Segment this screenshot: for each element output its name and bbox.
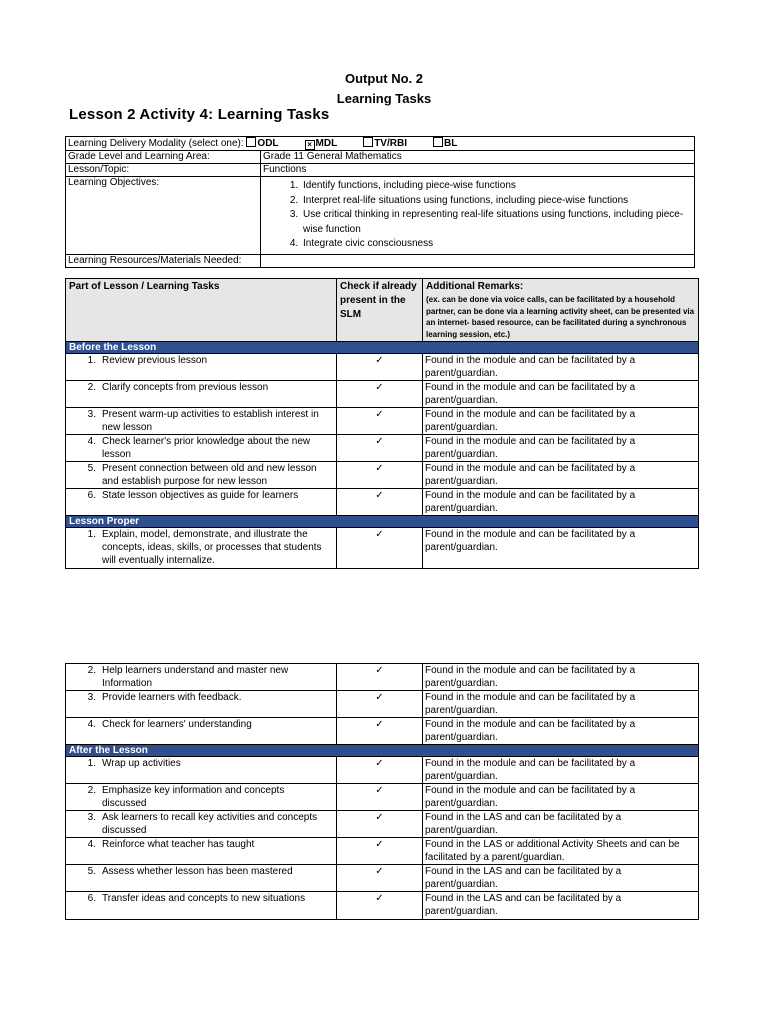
task-row	[66, 462, 699, 489]
task-cell	[66, 435, 337, 462]
task-row	[66, 489, 699, 516]
modality-option-mdl[interactable]: × MDL	[305, 138, 338, 149]
task-row	[66, 664, 699, 691]
section-row-before	[66, 342, 699, 354]
task-cell	[66, 865, 337, 892]
task-text: Review previous lesson	[102, 355, 208, 366]
remarks-note: (ex. can be done via voice calls, can be facilitated by a household partner, can be done via a learning activity sheet, can be presented via an internet- based resource, can be facilitated during a synchronous learning session, etc.)	[426, 295, 695, 339]
topic-label: Lesson/Topic:	[66, 164, 261, 177]
task-number: 3.	[87, 812, 96, 823]
task-number: 1.	[87, 355, 96, 366]
task-text: Clarify concepts from previous lesson	[102, 382, 269, 393]
task-row	[66, 528, 699, 569]
task-text: Transfer ideas and concepts to new situations	[102, 893, 306, 904]
task-row	[66, 354, 699, 381]
checkmark-icon: ✓	[337, 865, 423, 892]
task-row	[66, 435, 699, 462]
lesson-info-table	[65, 136, 695, 268]
checkmark-icon: ✓	[337, 528, 423, 569]
task-row	[66, 408, 699, 435]
resources-value	[261, 254, 695, 267]
task-number: 1.	[87, 758, 96, 769]
task-cell	[66, 664, 337, 691]
remark-cell: Found in the LAS and can be facilitated by a parent/guardian.	[423, 865, 699, 892]
task-number: 2.	[87, 382, 96, 393]
task-cell	[66, 489, 337, 516]
col-header-tasks: Part of Lesson / Learning Tasks	[66, 279, 337, 342]
modality-option-tvrbi[interactable]: TV/RBI	[363, 138, 407, 149]
task-cell	[66, 354, 337, 381]
checkmark-icon: ✓	[337, 435, 423, 462]
task-text: Wrap up activities	[102, 758, 181, 769]
objectives-label: Learning Objectives:	[66, 177, 261, 255]
modality-row	[66, 137, 695, 151]
modality-option-odl[interactable]: ODL	[246, 138, 278, 149]
task-cell	[66, 892, 337, 920]
objectives-cell	[261, 177, 695, 255]
task-text: State lesson objectives as guide for learners	[102, 490, 299, 501]
checkmark-icon: ✓	[337, 691, 423, 718]
learning-tasks-table-continued	[65, 663, 699, 920]
task-text: Emphasize key information and concepts discussed	[102, 785, 285, 809]
modality-options	[246, 138, 483, 149]
task-number: 3.	[87, 409, 96, 420]
checkbox-icon[interactable]	[433, 137, 443, 147]
modality-option-bl[interactable]: BL	[433, 138, 457, 149]
checkmark-icon: ✓	[337, 757, 423, 784]
grade-label: Grade Level and Learning Area:	[66, 151, 261, 164]
section-row-proper	[66, 516, 699, 528]
task-text: Assess whether lesson has been mastered	[102, 866, 293, 877]
objectives-list	[263, 179, 692, 252]
remark-cell: Found in the module and can be facilitated by a parent/guardian.	[423, 718, 699, 745]
resources-label: Learning Resources/Materials Needed:	[66, 254, 261, 267]
task-number: 2.	[87, 785, 96, 796]
task-row	[66, 718, 699, 745]
task-row	[66, 784, 699, 811]
remark-cell: Found in the module and can be facilitated by a parent/guardian.	[423, 664, 699, 691]
task-text: Present warm-up activities to establish interest in new lesson	[102, 409, 319, 433]
task-row	[66, 381, 699, 408]
task-number: 5.	[87, 463, 96, 474]
objective-item: 1. Identify functions, including piece-wise functions	[301, 179, 692, 194]
lesson-title: Lesson 2 Activity 4: Learning Tasks	[69, 106, 330, 123]
task-text: Reinforce what teacher has taught	[102, 839, 255, 850]
task-row	[66, 691, 699, 718]
task-number: 4.	[87, 839, 96, 850]
task-row	[66, 865, 699, 892]
task-number: 3.	[87, 692, 96, 703]
modality-label: Learning Delivery Modality (select one):	[68, 138, 244, 149]
section-label: Before the Lesson	[66, 342, 699, 354]
checkmark-icon: ✓	[337, 838, 423, 865]
remark-cell: Found in the module and can be facilitated by a parent/guardian.	[423, 489, 699, 516]
task-text: Help learners understand and master new Information	[102, 665, 289, 689]
remark-cell: Found in the LAS and can be facilitated by a parent/guardian.	[423, 892, 699, 920]
checkmark-icon: ✓	[337, 408, 423, 435]
objective-item: 3. Use critical thinking in representing real-life situations using functions, including piece-wise function	[301, 208, 692, 237]
task-text: Provide learners with feedback.	[102, 692, 242, 703]
learning-tasks-table	[65, 278, 699, 569]
remark-cell: Found in the module and can be facilitated by a parent/guardian.	[423, 757, 699, 784]
task-row	[66, 757, 699, 784]
task-number: 4.	[87, 719, 96, 730]
task-cell	[66, 381, 337, 408]
task-number: 6.	[87, 490, 96, 501]
task-number: 2.	[87, 665, 96, 676]
output-subtitle: Learning Tasks	[336, 91, 432, 106]
task-number: 1.	[87, 529, 96, 540]
remark-cell: Found in the module and can be facilitated by a parent/guardian.	[423, 784, 699, 811]
checkmark-icon: ✓	[337, 811, 423, 838]
checkmark-icon: ✓	[337, 664, 423, 691]
task-row	[66, 811, 699, 838]
task-cell	[66, 462, 337, 489]
task-text: Explain, model, demonstrate, and illustrate the concepts, ideas, skills, or processes that students will eventually internalize.	[102, 529, 322, 566]
task-text: Ask learners to recall key activities and concepts discussed	[102, 812, 318, 836]
remark-cell: Found in the module and can be facilitated by a parent/guardian.	[423, 354, 699, 381]
task-cell	[66, 811, 337, 838]
task-cell	[66, 757, 337, 784]
task-cell	[66, 838, 337, 865]
checkmark-icon: ✓	[337, 354, 423, 381]
output-number: Output No. 2	[345, 71, 423, 86]
task-cell	[66, 784, 337, 811]
remark-cell: Found in the LAS or additional Activity Sheets and can be facilitated by a parent/guardian.	[423, 838, 699, 865]
checkmark-icon: ✓	[337, 784, 423, 811]
checkbox-icon[interactable]: ×	[305, 140, 315, 150]
remark-cell: Found in the module and can be facilitated by a parent/guardian.	[423, 691, 699, 718]
task-cell	[66, 408, 337, 435]
section-row-after	[66, 745, 699, 757]
checkmark-icon: ✓	[337, 381, 423, 408]
task-row	[66, 838, 699, 865]
col-header-check: Check if already present in the SLM	[337, 279, 423, 342]
task-cell	[66, 528, 337, 569]
checkmark-icon: ✓	[337, 892, 423, 920]
task-text: Check for learners' understanding	[102, 719, 252, 730]
task-cell	[66, 691, 337, 718]
checkmark-icon: ✓	[337, 489, 423, 516]
section-label: After the Lesson	[66, 745, 699, 757]
remark-cell: Found in the module and can be facilitated by a parent/guardian.	[423, 528, 699, 569]
task-text: Check learner's prior knowledge about the new lesson	[102, 436, 311, 460]
task-number: 5.	[87, 866, 96, 877]
col-header-remarks	[423, 279, 699, 342]
task-number: 6.	[87, 893, 96, 904]
remark-cell: Found in the module and can be facilitated by a parent/guardian.	[423, 381, 699, 408]
task-number: 4.	[87, 436, 96, 447]
remark-cell: Found in the module and can be facilitated by a parent/guardian.	[423, 435, 699, 462]
task-cell	[66, 718, 337, 745]
grade-value: Grade 11 General Mathematics	[261, 151, 695, 164]
task-row	[66, 892, 699, 920]
task-text: Present connection between old and new lesson and establish purpose for new lesson	[102, 463, 317, 487]
objective-item: 2. Interpret real-life situations using functions, including piece-wise functions	[301, 194, 692, 209]
checkbox-icon[interactable]	[363, 137, 373, 147]
remark-cell: Found in the LAS and can be facilitated by a parent/guardian.	[423, 811, 699, 838]
checkmark-icon: ✓	[337, 718, 423, 745]
objective-item: 4. Integrate civic consciousness	[301, 237, 692, 252]
section-label: Lesson Proper	[66, 516, 699, 528]
checkbox-icon[interactable]	[246, 137, 256, 147]
remark-cell: Found in the module and can be facilitated by a parent/guardian.	[423, 462, 699, 489]
checkmark-icon: ✓	[337, 462, 423, 489]
remark-cell: Found in the module and can be facilitated by a parent/guardian.	[423, 408, 699, 435]
remarks-title: Additional Remarks:	[426, 281, 524, 292]
topic-value: Functions	[261, 164, 695, 177]
